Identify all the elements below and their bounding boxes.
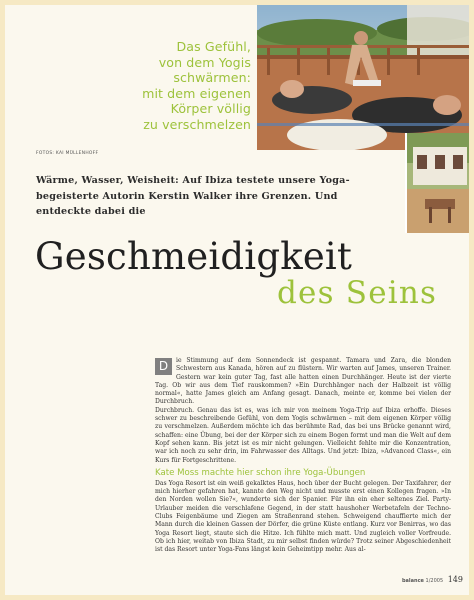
- section-subhead: Kate Moss machte hier schon ihre Yoga-Übungen: [155, 467, 366, 478]
- headline: Geschmeidigkeit: [35, 235, 353, 278]
- photo-credit: FOTOS: KAI MÜLLENHOFF: [36, 151, 99, 156]
- pull-quote-line: von dem Yogis: [158, 54, 251, 70]
- pull-quote-line: zu verschmelzen: [143, 116, 251, 132]
- body-paragraph: [155, 357, 451, 407]
- body-paragraph-text: ie Stimmung auf dem Sonnendeck ist gespannt. Tamara und Zara, die blonden Schwestern aus Kanada, hören auf zu flüstern. Wir warten auf James, unseren Trainer. Gestern war kein guter Tag, fast alle hatten einen Durchhänger. Heute ist der vierte Tag. Ob wir aus dem Tief rauskommen? »Ein Durchhänger nach der Halbzeit ist völlig normal«, hatte James gleich am Anfang gesagt. Danach, meinte er, komme bei vielen der Durchbruch.: [155, 357, 451, 406]
- villa-photo: [405, 133, 469, 233]
- body-paragraph: Durchbruch. Genau das ist es, was ich mir von meinem Yoga-Trip auf Ibiza erhoffe. Dieses schwer zu beschreibende Gefühl, von dem Yogis schwärmen – mit dem eigenen Körper völlig zu verschmelzen. Außerdem möchte ich das berühmte Rad, das bei uns Brücke genannt wird, schaffen: eine Übung, bei der der Körper sich zu einem Bogen formt und man die Welt auf dem Kopf sehen kann. Bis jetzt ist es mir nicht gelungen. Vielleicht fehlte mir die Konzentration, war ich noch zu sehr drin, im Fahrwasser des Alltags. Und jetzt: Ibiza, »Advanced Class«, ein Kurs für Fortgeschrittene.: [155, 406, 451, 464]
- page-number: 149: [447, 575, 463, 584]
- pull-quote-line: Das Gefühl,: [176, 39, 251, 54]
- yoga-class-photo: [257, 5, 469, 150]
- article-body: [155, 357, 451, 555]
- page-footer: [402, 575, 463, 584]
- subheadline: des Seins: [277, 275, 438, 311]
- body-paragraph: Das Yoga Resort ist ein weiß gekalktes Haus, hoch über der Bucht gelegen. Der Taxifahrer, der mich hierher gefahren hat, kannte den Weg nicht und musste erst einen Kollegen fragen. »In den Norden wollen Sie?«, wunderte sich der Spanier. Für ihn ein eher seltenes Ziel. Party-Urlauber meiden die verschlafene Gegend, in der statt haushoher Werbetafeln der Techno-Clubs Feigenbäume und Ziegen am Straßenrand stehen. Schweigend chauffierte mich der Mann durch die kleinen Gassen der Dörfer, die grüne Küste entlang. Kurz vor Benirras, wo das Yoga Resort liegt, staute sich die Hitze. Ich fühlte mich matt. Und zugleich voller Vorfreude. Ob ich hier, weitab von Ibiza Stadt, zu mir selbst finden würde? Trotz seiner Abgeschiedenheit ist das Resort unter Yoga-Fans längst kein Geheimtipp mehr. Aus al-: [155, 479, 451, 554]
- pull-quote-line: Körper völlig: [170, 101, 251, 117]
- intro-text: Wärme, Wasser, Weisheit: Auf Ibiza testete unsere Yoga-begeisterte Autorin Kerstin Walker ihre Grenzen. Und entdeckte dabei die: [36, 175, 350, 218]
- magazine-name: balance: [401, 578, 424, 584]
- pull-quote-line: mit dem eigenen: [142, 85, 251, 101]
- pull-quote-line: schwärmen:: [173, 70, 251, 86]
- magazine-page: [5, 5, 469, 595]
- pull-quote: [101, 39, 251, 133]
- drop-cap: D: [155, 358, 172, 375]
- issue-number: 1/2005: [425, 578, 444, 584]
